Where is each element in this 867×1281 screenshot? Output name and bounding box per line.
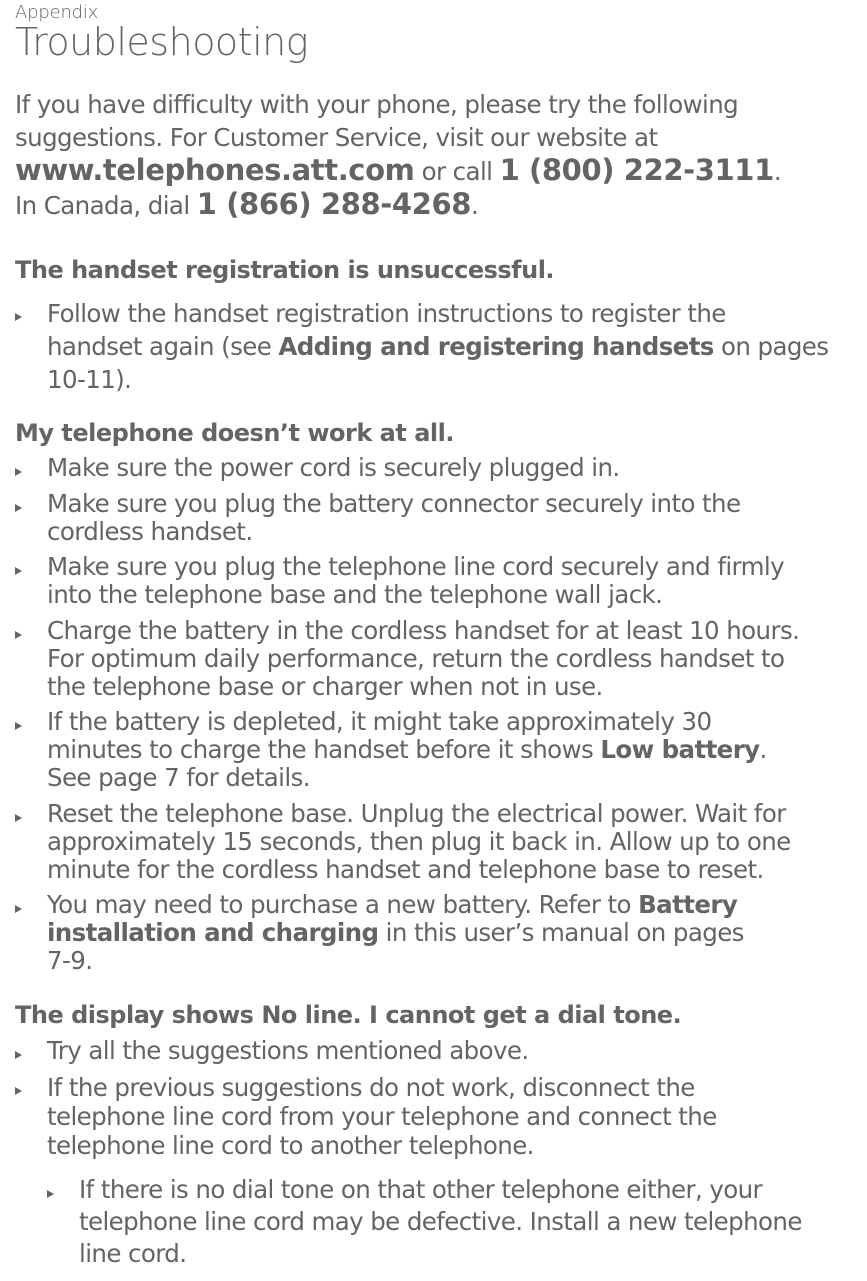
intro-line: If you have difficulty with your phone, please try the following xyxy=(15,90,739,119)
item-line: If there is no dial tone on that other telephone either, your xyxy=(79,1175,763,1204)
bullet-triangle-icon xyxy=(15,504,22,512)
text: on pages xyxy=(713,332,829,361)
bullet-triangle-icon xyxy=(15,1087,22,1095)
text: handset again (see xyxy=(47,332,279,361)
item-line: 7-9. xyxy=(47,946,93,975)
item-line xyxy=(47,736,767,764)
or-call-text: or call xyxy=(414,157,500,186)
item-line xyxy=(47,330,828,363)
bullet-triangle-icon xyxy=(15,631,22,639)
item-line: See page 7 for details. xyxy=(47,763,310,792)
item-line: approximately 15 seconds, then plug it back in. Allow up to one xyxy=(47,827,791,856)
intro-paragraph xyxy=(15,88,781,222)
bullet-triangle-icon xyxy=(15,567,22,575)
item-line: Make sure you plug the battery connector securely into the xyxy=(47,489,741,518)
section-heading: The handset registration is unsuccessful. xyxy=(15,256,555,284)
reference-bold: Battery xyxy=(638,890,738,919)
page-title: Troubleshooting xyxy=(15,20,309,64)
section-heading: The display shows No line. I cannot get a dial tone. xyxy=(15,1001,682,1029)
item-line: the telephone base or charger when not in use. xyxy=(47,672,603,701)
item-line: Charge the battery in the cordless handset for at least 10 hours. xyxy=(47,616,800,645)
bullet-triangle-icon xyxy=(15,1051,22,1059)
item-line: Make sure you plug the telephone line cord securely and firmly xyxy=(47,552,784,581)
item-line: into the telephone base and the telephone wall jack. xyxy=(47,580,663,609)
text: in this user’s manual on pages xyxy=(378,918,744,947)
bullet-triangle-icon xyxy=(15,313,22,321)
phone-canada: 1 (866) 288-4268 xyxy=(196,187,472,221)
item-line xyxy=(47,891,744,919)
item-line: If the previous suggestions do not work, disconnect the xyxy=(47,1073,695,1102)
canada-prefix: In Canada, dial xyxy=(15,191,197,220)
item-line: Try all the suggestions mentioned above. xyxy=(47,1036,529,1065)
item-line: For optimum daily performance, return the cordless handset to xyxy=(47,644,785,673)
item-line: telephone line cord from your telephone and connect the xyxy=(47,1102,717,1131)
item-line: telephone line cord to another telephone. xyxy=(47,1131,534,1160)
bullet-triangle-icon xyxy=(15,905,22,913)
period: . xyxy=(471,191,479,220)
item-line: If the battery is depleted, it might take approximately 30 xyxy=(47,707,712,736)
period: . xyxy=(773,157,782,186)
intro-canada-line xyxy=(15,188,781,222)
item-line: Follow the handset registration instructions to register the xyxy=(47,299,726,328)
item-line: Reset the telephone base. Unplug the electrical power. Wait for xyxy=(47,799,786,828)
item-line: line cord. xyxy=(79,1239,187,1268)
item-line: cordless handset. xyxy=(47,517,253,546)
item-line: Make sure the power cord is securely plugged in. xyxy=(47,453,620,482)
text: You may need to purchase a new battery. Refer to xyxy=(47,890,639,919)
text: . xyxy=(759,735,767,764)
item-line: telephone line cord may be defective. Install a new telephone xyxy=(79,1207,802,1236)
item-line: minute for the cordless handset and telephone base to reset. xyxy=(47,855,764,884)
intro-contact-line xyxy=(15,154,781,188)
bullet-triangle-icon xyxy=(15,468,22,476)
bullet-triangle-icon xyxy=(15,814,22,822)
phone-us: 1 (800) 222-3111 xyxy=(499,153,774,187)
reference-bold: Adding and registering handsets xyxy=(278,332,714,361)
bullet-triangle-icon xyxy=(15,722,22,730)
section-heading: My telephone doesn’t work at all. xyxy=(15,419,454,447)
website-link[interactable]: www.telephones.att.com xyxy=(15,153,415,187)
bullet-triangle-icon xyxy=(47,1190,54,1198)
item-line xyxy=(47,919,744,947)
text: minutes to charge the handset before it shows xyxy=(47,735,601,764)
breadcrumb: Appendix xyxy=(15,2,99,23)
intro-line: suggestions. For Customer Service, visit our website at xyxy=(15,123,658,152)
item-line: 10-11). xyxy=(47,365,132,394)
reference-bold: installation and charging xyxy=(47,918,379,947)
display-message-bold: Low battery xyxy=(600,735,760,764)
